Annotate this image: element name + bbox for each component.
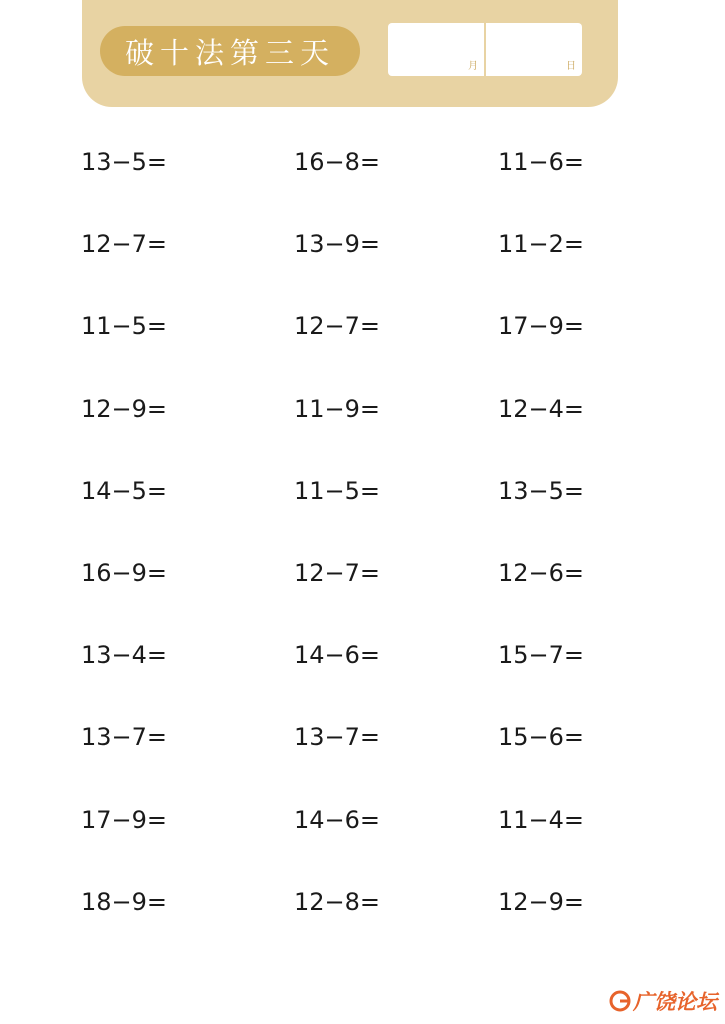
problem-r6-c2: 12−7= bbox=[294, 559, 381, 587]
problem-r8-c2: 13−7= bbox=[294, 723, 381, 752]
day-unit-label: 日 bbox=[566, 61, 576, 72]
problem-r9-c3: 11−4= bbox=[498, 805, 585, 834]
problem-r10-c2: 12−8= bbox=[294, 887, 381, 916]
problem-r8-c1: 13−7= bbox=[81, 723, 168, 752]
month-field[interactable] bbox=[388, 23, 486, 76]
problem-r2-c1: 12−7= bbox=[81, 230, 168, 259]
problem-r1-c2: 16−8= bbox=[294, 148, 381, 176]
problem-r4-c1: 12−9= bbox=[81, 394, 168, 423]
problem-r4-c2: 11−9= bbox=[294, 394, 381, 423]
problem-r9-c1: 17−9= bbox=[81, 805, 168, 834]
problem-r8-c3: 15−6= bbox=[498, 723, 585, 752]
problem-r9-c2: 14−6= bbox=[294, 805, 381, 834]
problem-r6-c1: 16−9= bbox=[81, 559, 168, 587]
problem-r10-c1: 18−9= bbox=[81, 887, 168, 916]
problem-r3-c1: 11−5= bbox=[81, 312, 168, 341]
date-box bbox=[388, 23, 582, 76]
problem-r7-c2: 14−6= bbox=[294, 641, 381, 670]
problem-r3-c3: 17−9= bbox=[498, 312, 585, 341]
month-unit-label: 月 bbox=[468, 61, 478, 72]
day-field[interactable] bbox=[486, 23, 582, 76]
problem-r1-c1: 13−5= bbox=[81, 148, 168, 176]
problem-r5-c3: 13−5= bbox=[498, 476, 585, 505]
title-pill bbox=[100, 26, 360, 76]
problem-r2-c3: 11−2= bbox=[498, 230, 585, 259]
watermark-text: 广饶论坛 bbox=[633, 990, 717, 1014]
problem-r6-c3: 12−6= bbox=[498, 559, 585, 587]
watermark bbox=[609, 986, 717, 1016]
problem-r10-c3: 12−9= bbox=[498, 887, 585, 916]
problem-r2-c2: 13−9= bbox=[294, 230, 381, 259]
problem-r5-c2: 11−5= bbox=[294, 476, 381, 505]
problem-r4-c3: 12−4= bbox=[498, 394, 585, 423]
problem-r7-c1: 13−4= bbox=[81, 641, 168, 670]
problem-r5-c1: 14−5= bbox=[81, 476, 168, 505]
problem-r1-c3: 11−6= bbox=[498, 148, 585, 176]
problem-r3-c2: 12−7= bbox=[294, 312, 381, 341]
worksheet-header bbox=[82, 0, 618, 107]
swirl-logo-icon bbox=[609, 990, 631, 1012]
problem-r7-c3: 15−7= bbox=[498, 641, 585, 670]
worksheet-title: 破十法第三天 bbox=[124, 35, 335, 70]
